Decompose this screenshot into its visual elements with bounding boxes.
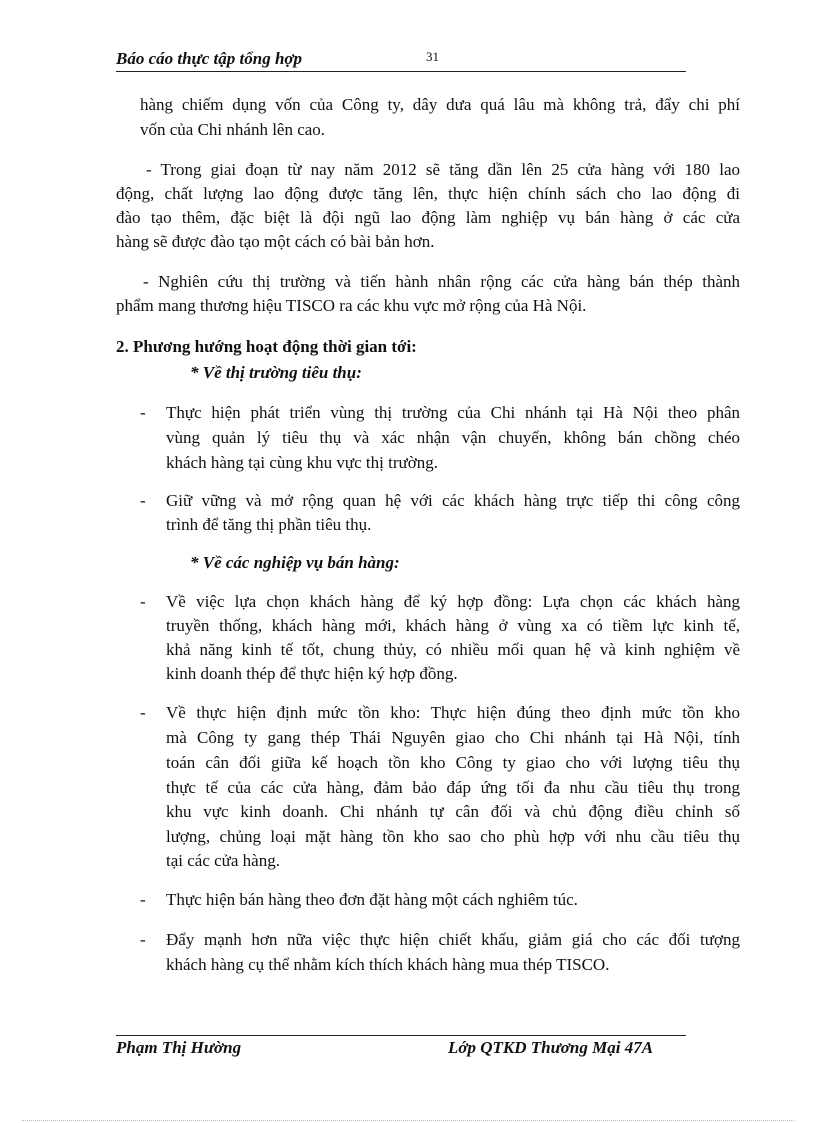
bullet-line: Thực hiện phát triển vùng thị trường của Chi nhánh tại Hà Nội theo phân	[166, 403, 740, 422]
bullet-dash: -	[140, 403, 146, 422]
bullet-line: Giữ vững và mở rộng quan hệ với các khách hàng trực tiếp thi công công	[166, 491, 740, 510]
bullet-line: kinh doanh thép để thực hiện ký hợp đồng.	[166, 664, 458, 683]
bullet-line: mà Công ty gang thép Thái Nguyên giao cho Chi nhánh tại Hà Nội, tính	[166, 728, 740, 747]
paragraph-line: phẩm mang thương hiệu TISCO ra các khu vực mở rộng của Hà Nội.	[116, 296, 587, 315]
footer-divider	[116, 1035, 686, 1036]
footer-author: Phạm Thị Hường	[116, 1038, 242, 1057]
paragraph-line: đào tạo thêm, đặc biệt là đội ngũ lao động làm nghiệp vụ bán hàng ở các cửa	[116, 208, 740, 227]
bullet-line: toán cân đối giữa kế hoạch tồn kho Công ty giao cho với lượng tiêu thụ	[166, 753, 740, 772]
footer-class: Lớp QTKD Thương Mại 47A	[448, 1038, 654, 1057]
bullet-line: Đẩy mạnh hơn nữa việc thực hiện chiết khấu, giảm giá cho các đối tượng	[166, 930, 740, 949]
paragraph-line: động, chất lượng lao động được tăng lên, thực hiện chính sách cho lao động đi	[116, 184, 740, 203]
page-number: 31	[426, 49, 439, 64]
bullet-line: khu vực kinh doanh. Chi nhánh tự cân đối và chủ động điều chỉnh số	[166, 802, 740, 821]
bullet-line: lượng, chủng loại mặt hàng tồn kho sao cho phù hợp với nhu cầu tiêu thụ	[166, 827, 740, 846]
bullet-line: khách hàng cụ thể nhằm kích thích khách hàng mua thép TISCO.	[166, 955, 610, 974]
page-bottom-border	[22, 1120, 794, 1121]
bullet-line: Thực hiện bán hàng theo đơn đặt hàng một cách nghiêm túc.	[166, 890, 578, 909]
bullet-dash: -	[140, 930, 146, 949]
bullet-line: tại các cửa hàng.	[166, 851, 280, 870]
bullet-line: Về việc lựa chọn khách hàng để ký hợp đồng: Lựa chọn các khách hàng	[166, 592, 740, 611]
paragraph-line: - Trong giai đoạn từ nay năm 2012 sẽ tăng dần lên 25 cửa hàng với 180 lao	[146, 160, 740, 179]
bullet-line: khách hàng tại cùng khu vực thị trường.	[166, 453, 438, 472]
paragraph-line: - Nghiên cứu thị trường và tiến hành nhân rộng các cửa hàng bán thép thành	[143, 272, 740, 291]
bullet-dash: -	[140, 890, 146, 909]
bullet-line: vùng quản lý tiêu thụ và xác nhận vận chuyển, không bán chồng chéo	[166, 428, 740, 447]
paragraph-line: vốn của Chi nhánh lên cao.	[140, 120, 326, 139]
bullet-line: thực tế của các cửa hàng, đảm bảo đáp ứng tối đa nhu cầu tiêu thụ trong	[166, 778, 740, 797]
bullet-dash: -	[140, 592, 146, 611]
bullet-line: truyền thống, khách hàng mới, khách hàng ở vùng xa có tiềm lực kinh tế,	[166, 616, 740, 635]
page-header-title: Báo cáo thực tập tổng hợp	[116, 49, 303, 68]
bullet-line: Về thực hiện định mức tồn kho: Thực hiện đúng theo định mức tồn kho	[166, 703, 740, 722]
bullet-dash: -	[140, 703, 146, 722]
bullet-line: trình để tăng thị phần tiêu thụ.	[166, 515, 372, 534]
bullet-dash: -	[140, 491, 146, 510]
subsection-heading: * Về thị trường tiêu thụ:	[190, 363, 362, 382]
section-heading: 2. Phương hướng hoạt động thời gian tới:	[116, 337, 417, 356]
paragraph-line: hàng chiếm dụng vốn của Công ty, dây dưa quá lâu mà không trả, đẩy chi phí	[140, 95, 740, 114]
header-divider	[116, 71, 686, 72]
subsection-heading: * Về các nghiệp vụ bán hàng:	[190, 553, 400, 572]
bullet-line: khả năng kinh tế tốt, chung thủy, có nhiều mối quan hệ và kinh nghiệm về	[166, 640, 740, 659]
paragraph-line: hàng sẽ được đào tạo một cách có bài bản hơn.	[116, 232, 435, 251]
